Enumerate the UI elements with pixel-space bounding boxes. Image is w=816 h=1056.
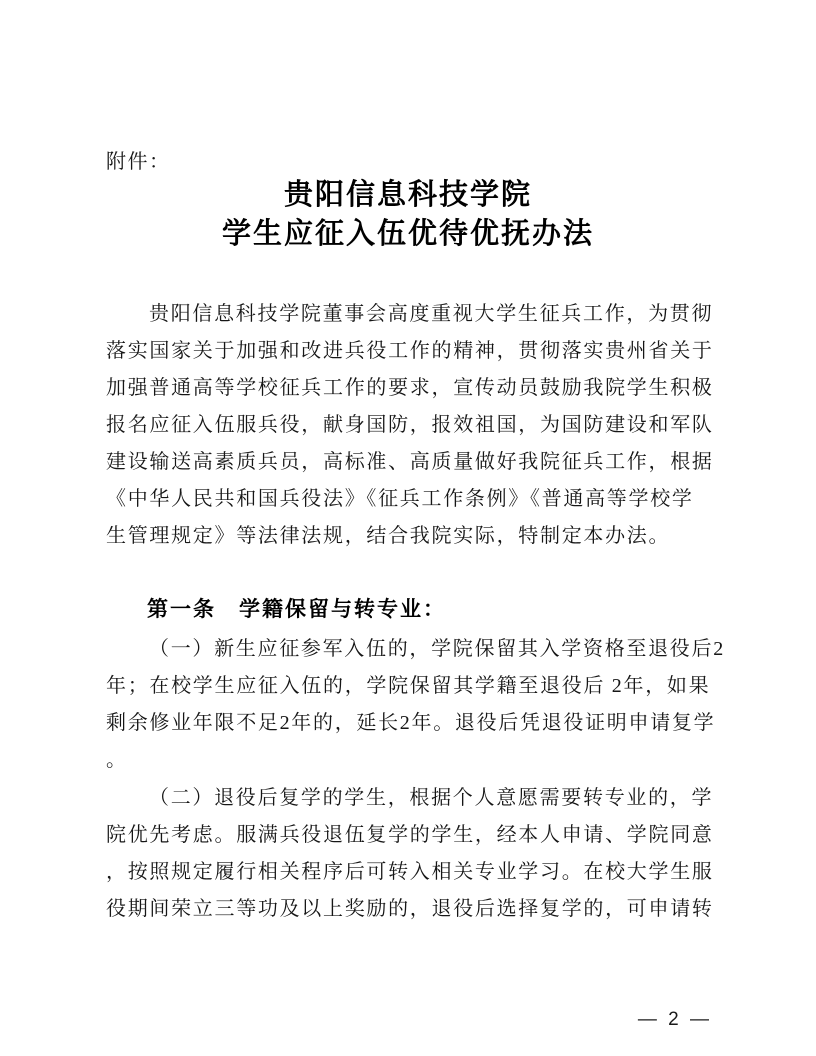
paragraph-line: 役期间荣立三等功及以上奖励的，退役后选择复学的，可申请转 xyxy=(106,898,714,920)
paragraph-line: 贵阳信息科技学院董事会高度重视大学生征兵工作，为贯彻 xyxy=(149,303,714,325)
page-number: — 2 — xyxy=(637,1009,710,1030)
paragraph-line: 《中华人民共和国兵役法》《征兵工作条例》《普通高等学校学 xyxy=(106,488,694,510)
section-one-item-one xyxy=(106,631,725,779)
intro-paragraph xyxy=(106,296,722,555)
paragraph-line: （一）新生应征参军入伍的，学院保留其入学资格至退役后2 xyxy=(149,638,725,660)
title-line-2: 学生应征入伍优待优抚办法 xyxy=(221,218,594,250)
paragraph-line: 落实国家关于加强和改进兵役工作的精神，贯彻落实贵州省关于 xyxy=(106,340,714,362)
paragraph-line: 加强普通高等学校征兵工作的要求，宣传动员鼓励我院学生积极 xyxy=(106,377,714,399)
attachment-label: 附件： xyxy=(106,151,171,173)
paragraph-line: 年；在校学生应征入伍的，学院保留其学籍至退役后 2年，如果 xyxy=(106,675,711,697)
paragraph-line: 院优先考虑。服满兵役退伍复学的学生，经本人申请、学院同意 xyxy=(106,824,714,846)
paragraph-line: 剩余修业年限不足2年的，延长2年。退役后凭退役证明申请复学 xyxy=(106,712,716,734)
paragraph-line: （二）退役后复学的学生，根据个人意愿需要转专业的，学 xyxy=(149,787,714,809)
paragraph-line: 。 xyxy=(106,749,128,771)
paragraph-line: 生管理规定》等法律法规，结合我院实际，特制定本办法。 xyxy=(106,525,671,547)
section-one-item-two xyxy=(106,780,722,928)
title-line-1: 贵阳信息科技学院 xyxy=(283,179,532,211)
paragraph-line: 建设输送高素质兵员，高标准、高质量做好我院征兵工作，根据 xyxy=(106,451,714,473)
section-one-heading: 第一条 学籍保留与转专业： xyxy=(147,598,446,621)
document-title xyxy=(0,176,816,254)
paragraph-line: 报名应征入伍服兵役，献身国防，报效祖国，为国防建设和军队 xyxy=(106,414,714,436)
paragraph-line: ，按照规定履行相关程序后可转入相关专业学习。在校大学生服 xyxy=(106,861,714,883)
